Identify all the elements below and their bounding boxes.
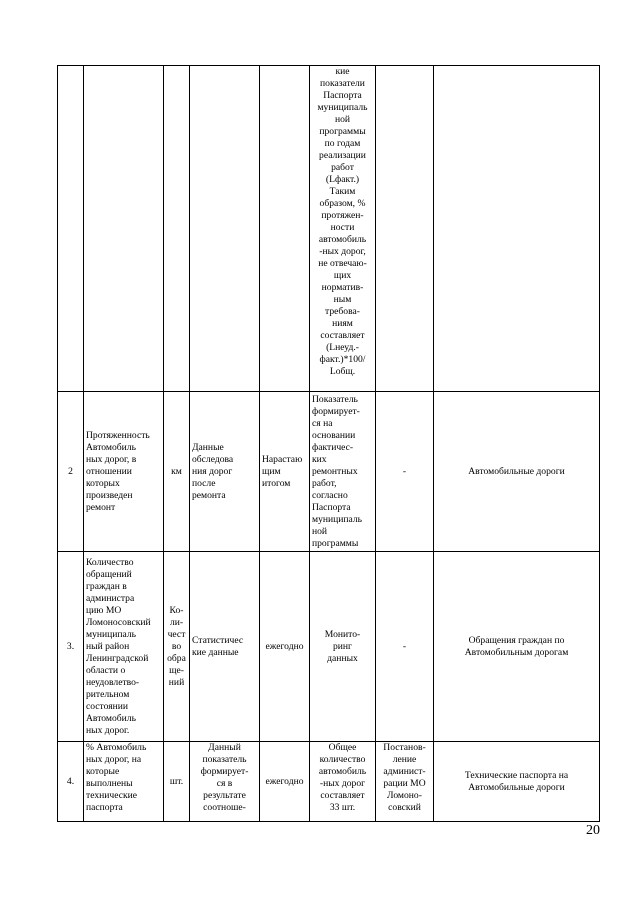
- cell-unit: шт.: [164, 742, 190, 822]
- cell-object: [434, 66, 600, 392]
- cell-object: Обращения граждан по Автомобильным дорогам: [434, 552, 600, 742]
- table-row-continuation: [58, 66, 600, 392]
- cell-method: кие показатели Паспорта муниципаль ной программы по годам реализации работ (Lфакт.) Таким образом, % протяжен- ности автомобиль -ных дорог, не отвечаю- щих норматив- ным требова- ниям составляет (Lнеуд.- факт.)*100/ Lобщ.: [310, 66, 376, 392]
- cell-method: Общее количество автомобиль -ных дорог составляет 33 шт.: [310, 742, 376, 822]
- cell-period: [260, 66, 310, 392]
- cell-doc: [376, 66, 434, 392]
- cell-period: ежегодно: [260, 552, 310, 742]
- cell-period: Нарастаю щим итогом: [260, 392, 310, 552]
- cell-unit: [164, 66, 190, 392]
- cell-name: Протяженность Автомобиль ных дорог, в отношении которых произведен ремонт: [84, 392, 164, 552]
- table-row-4: [58, 742, 600, 822]
- table-row-2: [58, 392, 600, 552]
- cell-name: Количество обращений граждан в администра цию МО Ломоносовский муниципаль ный район Ленинградской области о неудовлетво- рительном состоянии Автомобиль ных дорог.: [84, 552, 164, 742]
- cell-source: Данный показатель формирует- ся в результате соотноше-: [190, 742, 260, 822]
- cell-unit: км: [164, 392, 190, 552]
- cell-method: Показатель формирует- ся на основании фактичес- ких ремонтных работ, согласно Паспорта муниципаль ной программы: [310, 392, 376, 552]
- cell-source: [190, 66, 260, 392]
- cell-name: [84, 66, 164, 392]
- page-number: 20: [586, 823, 600, 838]
- cell-doc: Постанов- ление админист- рации МО Ломоно- совский: [376, 742, 434, 822]
- cell-doc: -: [376, 552, 434, 742]
- cell-method: Монито- ринг данных: [310, 552, 376, 742]
- cell-name: % Автомобиль ных дорог, на которые выполнены технические паспорта: [84, 742, 164, 822]
- cell-num: [58, 66, 84, 392]
- cell-object: Автомобильные дороги: [434, 392, 600, 552]
- cell-source: Данные обследова ния дорог после ремонта: [190, 392, 260, 552]
- cell-num: 4.: [58, 742, 84, 822]
- cell-source: Статистичес кие данные: [190, 552, 260, 742]
- cell-object: Технические паспорта на Автомобильные дороги: [434, 742, 600, 822]
- cell-unit: Ко- ли- чест во обра ще- ний: [164, 552, 190, 742]
- cell-num: 3.: [58, 552, 84, 742]
- table-row-3: [58, 552, 600, 742]
- cell-doc: -: [376, 392, 434, 552]
- cell-period: ежегодно: [260, 742, 310, 822]
- cell-num: 2: [58, 392, 84, 552]
- indicator-table: [57, 65, 600, 822]
